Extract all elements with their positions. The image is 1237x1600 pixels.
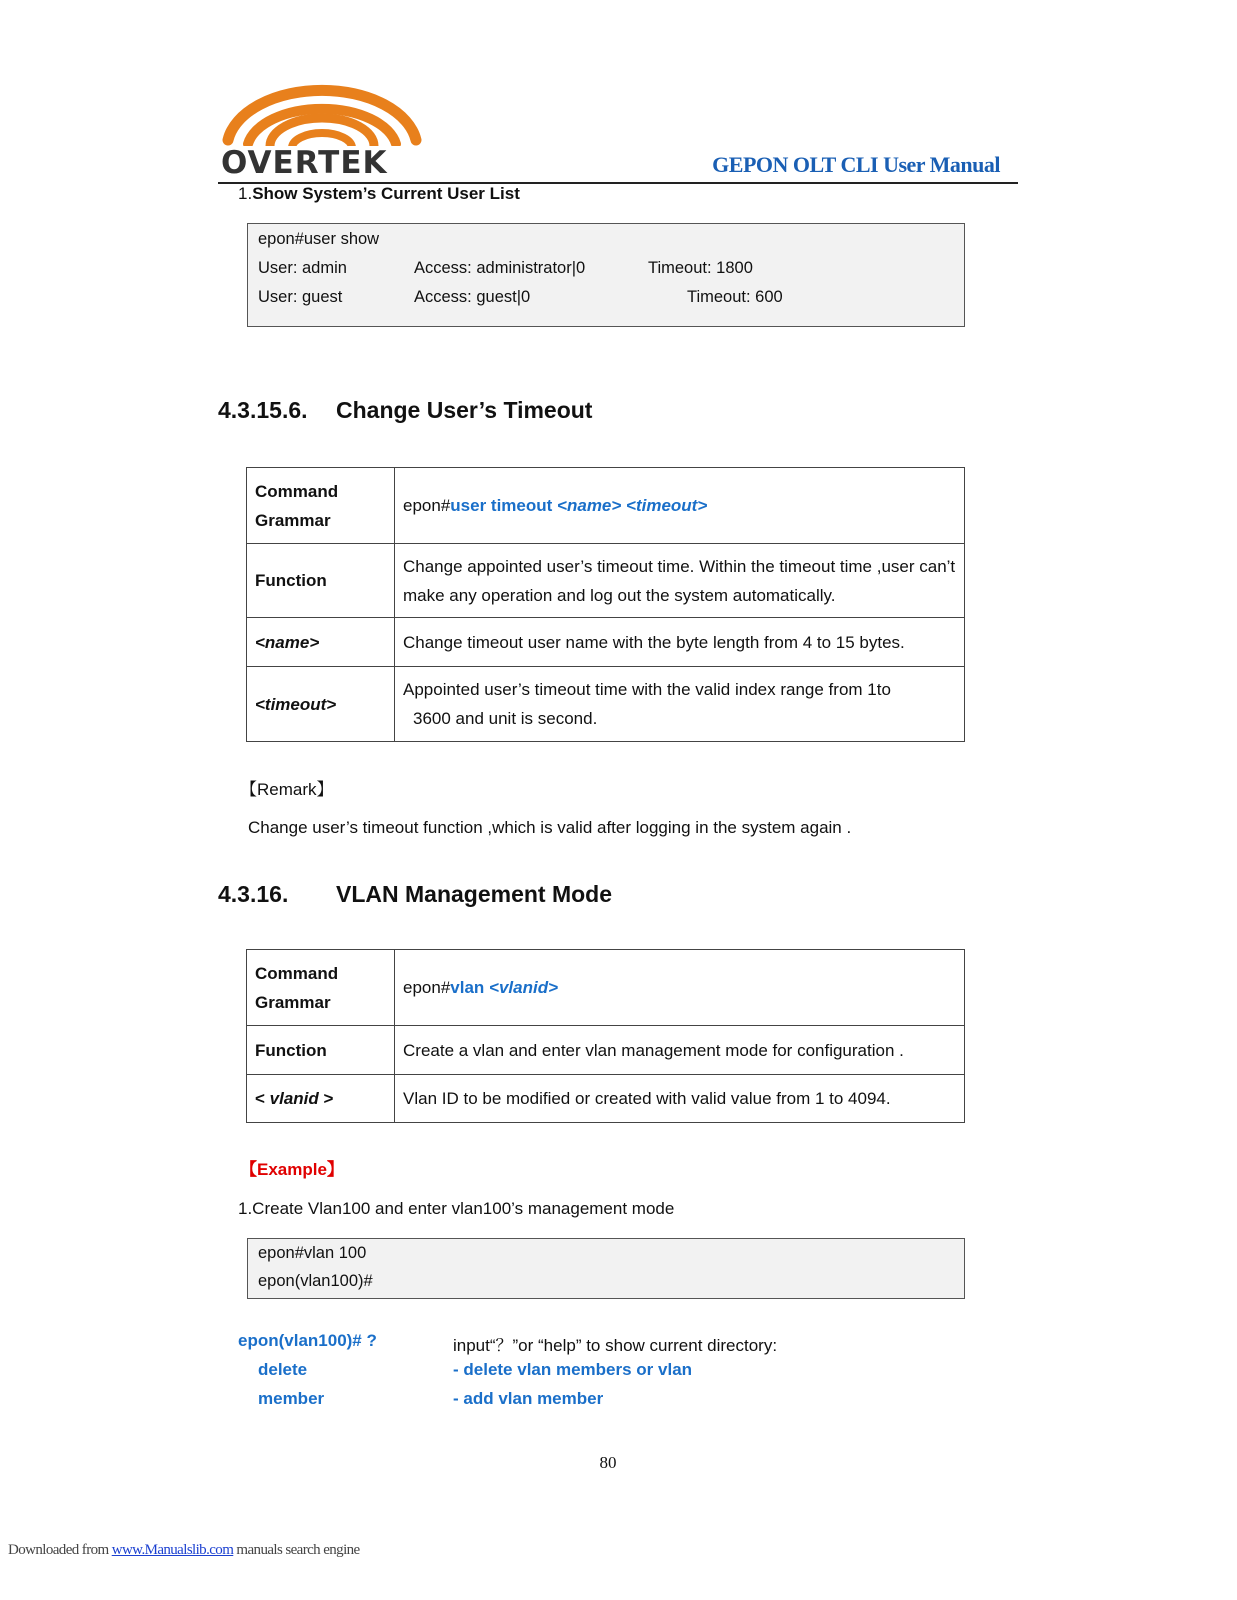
vlan-example-box — [247, 1238, 965, 1299]
vlan-command-table — [246, 949, 965, 1123]
output-timeout: Timeout: 1800 — [648, 259, 753, 277]
cell-label: Function — [247, 1026, 395, 1075]
table-row — [247, 667, 965, 742]
output-timeout: Timeout: 600 — [687, 288, 783, 306]
cell-label: Command Grammar — [247, 468, 395, 544]
table-row — [247, 950, 965, 1026]
help-prompt-desc: input“？”or “help” to show current directory: — [453, 1336, 778, 1355]
output-user: User: admin — [258, 259, 347, 277]
table-row — [247, 1075, 965, 1123]
heading-prefix: 1. — [238, 184, 253, 203]
footer-suffix: manuals search engine — [233, 1542, 360, 1558]
cell-label: <name> — [247, 618, 395, 667]
example-line: epon(vlan100)# — [258, 1272, 373, 1290]
download-footer — [8, 1542, 360, 1559]
section-number: 4.3.15.6. — [218, 397, 308, 423]
help-desc-delete: - delete vlan members or vlan — [453, 1360, 693, 1379]
footer-prefix: Downloaded from — [8, 1542, 112, 1558]
help-cmd-delete: delete — [258, 1360, 308, 1379]
help-desc-member: - add vlan member — [453, 1389, 604, 1408]
page-number: 80 — [599, 1453, 617, 1472]
overtek-logo — [220, 78, 425, 178]
table-row — [247, 1026, 965, 1075]
help-prompt: epon(vlan100)# ? — [238, 1331, 377, 1350]
section-heading-timeout — [218, 397, 592, 424]
cell-value — [395, 667, 965, 742]
output-access: Access: guest|0 — [414, 288, 531, 306]
manual-title: GEPON OLT CLI User Manual — [712, 152, 1000, 177]
heading-text: Show System’s Current User List — [252, 184, 520, 203]
manualslib-link[interactable]: www.Manualslib.com — [111, 1542, 234, 1558]
table-row — [247, 618, 965, 667]
section-title: Change User’s Timeout — [336, 397, 593, 423]
example-line: epon#vlan 100 — [258, 1244, 367, 1262]
user-show-output-box — [247, 223, 965, 327]
example-label: 【Example】 — [240, 1160, 344, 1179]
cell-value: Change timeout user name with the byte length from 4 to 15 bytes. — [395, 618, 965, 667]
cell-label: Command Grammar — [247, 950, 395, 1026]
section-title: VLAN Management Mode — [336, 881, 613, 907]
cell-label: <timeout> — [247, 667, 395, 742]
cell-command: epon#vlan <vlanid> — [395, 950, 965, 1026]
timeout-command-table — [246, 467, 965, 742]
output-user: User: guest — [258, 288, 343, 306]
cell-value: Change appointed user’s timeout time. Within the timeout time ,user can’t make any operation and log out the system automatically. — [395, 544, 965, 618]
logo-text: OVERTEK — [221, 145, 388, 178]
cell-label: < vlanid > — [247, 1075, 395, 1123]
cell-command: epon#user timeout <name> <timeout> — [395, 468, 965, 544]
table-row — [247, 544, 965, 618]
help-cmd-member: member — [258, 1389, 325, 1408]
cell-value: Vlan ID to be modified or created with valid value from 1 to 4094. — [395, 1075, 965, 1123]
show-users-heading — [238, 184, 520, 204]
cell-value: Create a vlan and enter vlan management mode for configuration . — [395, 1026, 965, 1075]
output-access: Access: administrator|0 — [414, 259, 586, 277]
remark-text: Change user’s timeout function ,which is valid after logging in the system again . — [248, 818, 852, 837]
section-number: 4.3.16. — [218, 881, 289, 907]
remark-label: 【Remark】 — [240, 780, 334, 799]
section-heading-vlan — [218, 881, 612, 908]
timeout-text-line1: Appointed user’s timeout time with the valid index range from 1to — [403, 680, 891, 699]
output-line-command: epon#user show — [258, 230, 380, 248]
timeout-text-line2: 3600 and unit is second. — [413, 709, 598, 728]
table-row — [247, 468, 965, 544]
example-heading: 1.Create Vlan100 and enter vlan100’s management mode — [238, 1199, 675, 1218]
cell-label: Function — [247, 544, 395, 618]
